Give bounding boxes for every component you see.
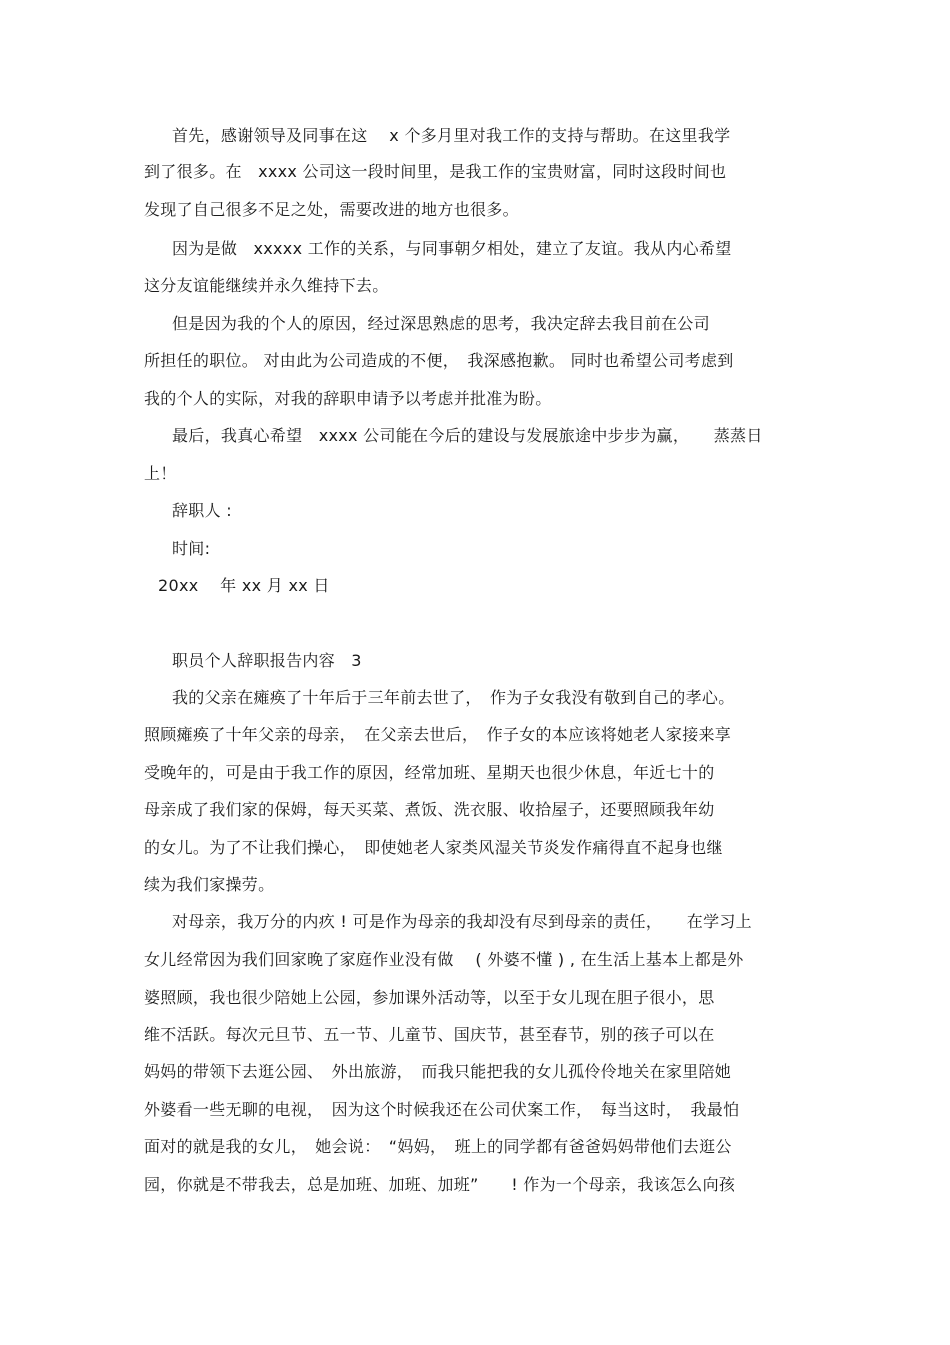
text-line: 上！ xyxy=(144,464,177,483)
text-line: 母亲成了我们家的保姆，每天买菜、煮饭、洗衣服、收拾屋子，还要照顾我年幼 xyxy=(144,800,715,819)
text-line: 外婆看一些无聊的电视， 因为这个时候我还在公司伏案工作， 每当这时， 我最怕 xyxy=(144,1100,740,1119)
text-line: 到了很多。在 xxxx 公司这一段时间里，是我工作的宝贵财富，同时这段时间也 xyxy=(144,162,727,181)
text-line: 妈妈的带领下去逛公园、 外出旅游， 而我只能把我的女儿孤伶伶地关在家里陪她 xyxy=(144,1062,732,1081)
text-line: 首先，感谢领导及同事在这 x 个多月里对我工作的支持与帮助。在这里我学 xyxy=(172,126,731,145)
text-line: 这分友谊能继续并永久维持下去。 xyxy=(144,276,389,295)
text-line: 最后，我真心希望 xxxx 公司能在今后的建设与发展旅途中步步为赢， 蒸蒸日 xyxy=(172,426,763,445)
text-line: 面对的就是我的女儿， 她会说： “妈妈， 班上的同学都有爸爸妈妈带他们去逛公 xyxy=(144,1137,732,1156)
date-value: 20xx 年 xx 月 xx 日 xyxy=(158,576,330,595)
text-line: 照顾瘫痪了十年父亲的母亲， 在父亲去世后， 作子女的本应该将她老人家接来享 xyxy=(144,725,732,744)
section-heading: 职员个人辞职报告内容 3 xyxy=(172,651,362,670)
text-line: 续为我们家操劳。 xyxy=(144,875,275,894)
signatory-label: 辞职人 : xyxy=(172,501,232,520)
text-line: 园，你就是不带我去，总是加班、加班、加班” ! 作为一个母亲，我该怎么向孩 xyxy=(144,1175,736,1194)
text-line: 但是因为我的个人的原因，经过深思熟虑的思考，我决定辞去我目前在公司 xyxy=(172,314,710,333)
text-line: 我的个人的实际，对我的辞职申请予以考虑并批准为盼。 xyxy=(144,389,552,408)
date-label: 时间: xyxy=(172,539,211,558)
text-line: 发现了自己很多不足之处，需要改进的地方也很多。 xyxy=(144,200,519,219)
text-line: 的女儿。为了不让我们操心， 即使她老人家类风湿关节炎发作痛得直不起身也继 xyxy=(144,838,723,857)
text-line: 我的父亲在瘫痪了十年后于三年前去世了， 作为子女我没有敬到自己的孝心。 xyxy=(172,688,735,707)
text-line: 女儿经常因为我们回家晚了家庭作业没有做 ( 外婆不懂 ) , 在生活上基本上都是外 xyxy=(144,950,744,969)
text-line: 所担任的职位。 对由此为公司造成的不便， 我深感抱歉。 同时也希望公司考虑到 xyxy=(144,351,734,370)
text-line: 婆照顾，我也很少陪她上公园，参加课外活动等，以至于女儿现在胆子很小，思 xyxy=(144,988,715,1007)
text-line: 对母亲，我万分的内疚 ! 可是作为母亲的我却没有尽到母亲的责任， 在学习上 xyxy=(172,912,752,931)
text-line: 受晚年的，可是由于我工作的原因，经常加班、星期天也很少休息，年近七十的 xyxy=(144,763,715,782)
text-line: 维不活跃。每次元旦节、五一节、儿童节、国庆节，甚至春节，别的孩子可以在 xyxy=(144,1025,715,1044)
text-line: 因为是做 xxxxx 工作的关系，与同事朝夕相处，建立了友谊。我从内心希望 xyxy=(172,239,732,258)
